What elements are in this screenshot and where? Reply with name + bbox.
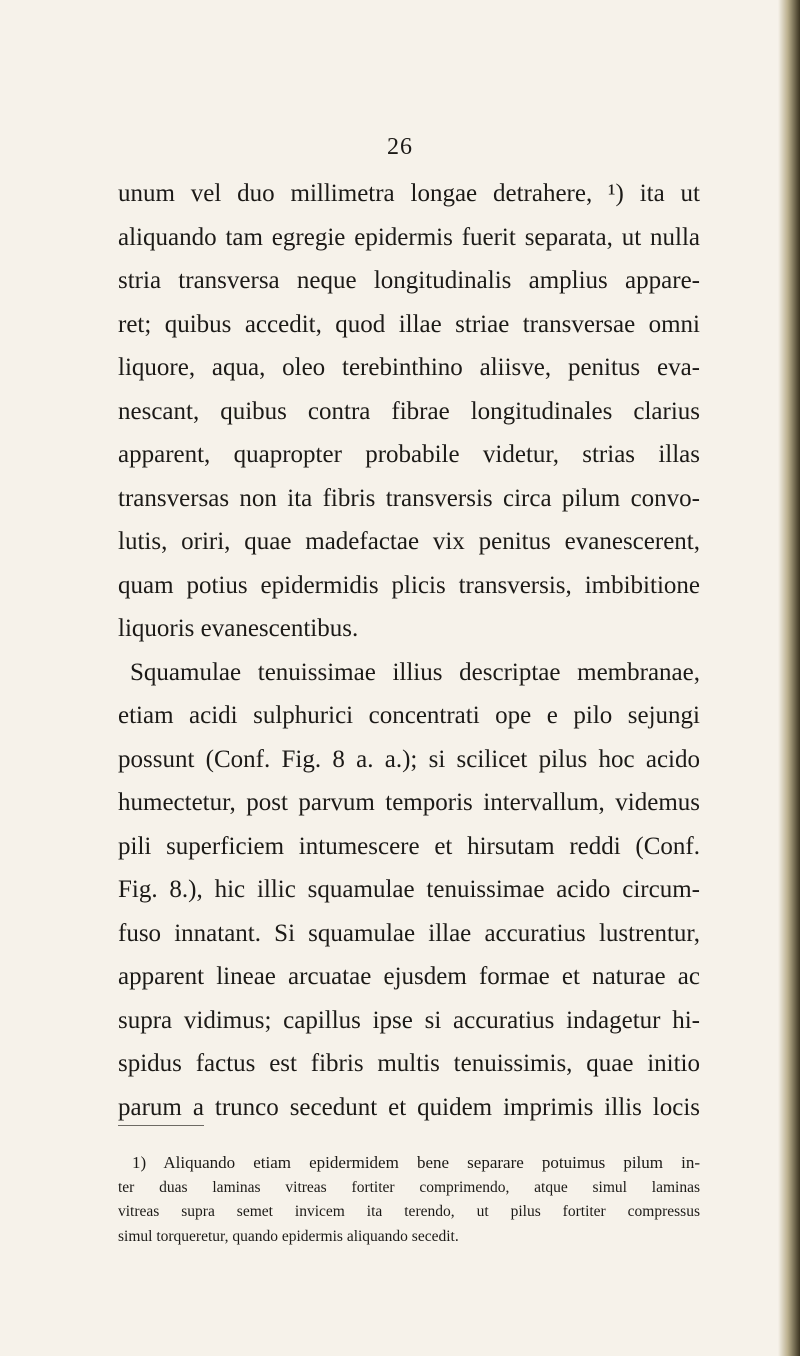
text-line: aliquando tam egregie epidermis fuerit separata, ut nulla [118, 223, 700, 251]
text-line: stria transversa neque longitudinalis amplius appare- [118, 267, 700, 294]
text-line: supra vidimus; capillus ipse si accuratius indagetur hi- [118, 1006, 700, 1034]
page-edge-shadow [778, 0, 800, 1356]
text-line: pili superficiem intumescere et hirsutam reddi (Conf. [118, 832, 700, 860]
text-line: parum a trunco secedunt et quidem imprimis illis locis [118, 1093, 700, 1121]
footnote-line: simul torqueretur, quando epidermis aliquando secedit. [118, 1227, 459, 1245]
text-line: fuso innatant. Si squamulae illae accuratius lustrentur, [118, 919, 700, 947]
text-line: liquore, aqua, oleo terebinthino aliisve, penitus eva- [118, 354, 700, 381]
text-line: apparent, quapropter probabile videtur, strias illas [118, 441, 700, 468]
text-line: quam potius epidermidis plicis transversis, imbibitione [118, 571, 700, 599]
footnote-line: 1) Aliquando etiam epidermidem bene separare potuimus pilum in- [132, 1153, 700, 1172]
text-line: unum vel duo millimetra longae detrahere, ¹) ita ut [118, 180, 700, 207]
footnotes [118, 1151, 700, 1249]
footnote-rule [118, 1125, 204, 1126]
body-text [118, 172, 700, 1129]
text-line: transversas non ita fibris transversis circa pilum convo- [118, 484, 700, 512]
page-number: 26 [387, 134, 413, 160]
footnote-line: ter duas laminas vitreas fortiter comprimendo, atque simul laminas [118, 1178, 700, 1196]
text-line: spidus factus est fibris multis tenuissimis, quae initio [118, 1050, 700, 1077]
text-line: Fig. 8.), hic illic squamulae tenuissimae acido circum- [118, 876, 700, 903]
text-line: nescant, quibus contra fibrae longitudinales clarius [118, 397, 700, 425]
text-line: apparent lineae arcuatae ejusdem formae et naturae ac [118, 963, 700, 990]
text-line: ret; quibus accedit, quod illae striae transversae omni [118, 310, 700, 338]
footnote-line: vitreas supra semet invicem ita terendo, ut pilus fortiter compressus [118, 1203, 700, 1220]
text-line: lutis, oriri, quae madefactae vix penitus evanescerent, [118, 528, 700, 555]
text-line: etiam acidi sulphurici concentrati ope e pilo sejungi [118, 702, 700, 729]
text-line: possunt (Conf. Fig. 8 a. a.); si scilicet pilus hoc acido [118, 745, 700, 773]
text-line: humectetur, post parvum temporis intervallum, videmus [118, 789, 700, 816]
text-line: Squamulae tenuissimae illius descriptae membranae, [130, 658, 700, 686]
text-line: liquoris evanescentibus. [118, 615, 359, 642]
